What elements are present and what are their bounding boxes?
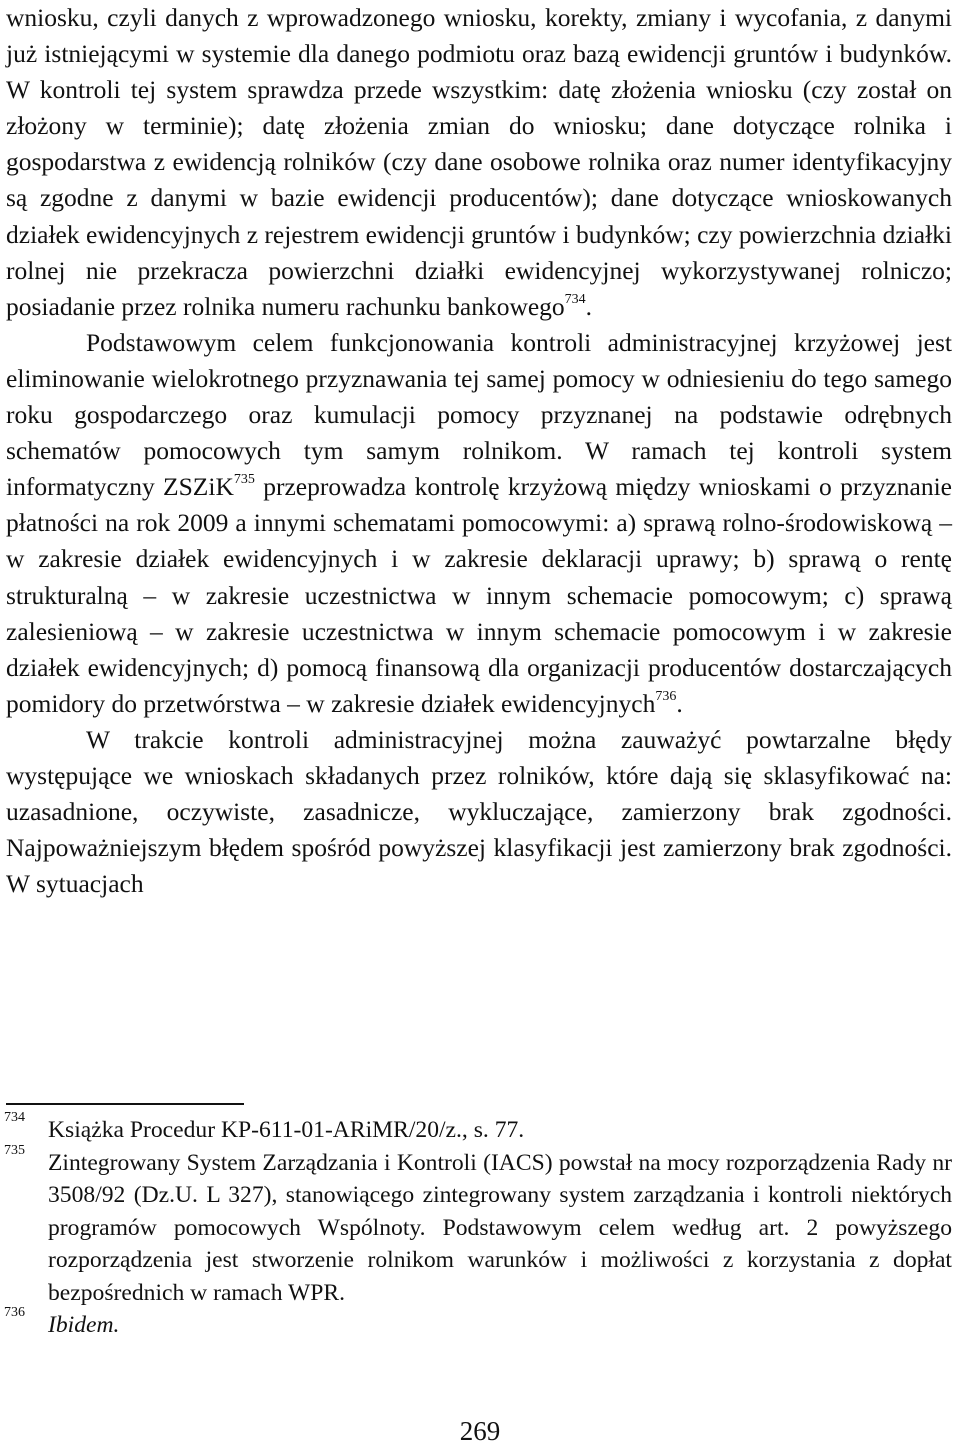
page-number: 269 <box>459 1416 501 1446</box>
footnote-736 <box>0 1305 952 1342</box>
page-body <box>6 0 952 902</box>
paragraph-2-text-b: przeprowadza kontrolę krzyżową między wnioskami o przyznanie płatności na rok 2009 a innymi schematami pomocowymi: a) sprawą rolno-środowiskową – w zakresie działek ewidencyjnych i w zakresie deklaracji uprawy; b) sprawą o rentę strukturalną – w zakresie uczestnictwa w innym schemacie pomocowym; c) sprawą zalesieniową – w zakresie uczestnictwa w innym schemacie pomocowym i w zakresie działek ewidencyjnych; d) pomocą finansową dla organizacji producentów dostarczających pomidory do przetwórstwa – w zakresie działek ewidencyjnych <box>6 472 952 718</box>
footnote-separator <box>6 1103 244 1105</box>
paragraph-1-text: wniosku, czyli danych z wprowadzonego wniosku, korekty, zmiany i wycofania, z danymi już istniejącymi w systemie dla danego podmiotu oraz bazą ewidencji gruntów i budynków. W kontroli tej system sprawdza przede wszystkim: datę złożenia wniosku (czy został on złożony w terminie); datę złożenia zmian do wniosku; dane dotyczące rolnika i gospodarstwa z ewidencją rolników (czy dane osobowe rolnika oraz numer identyfikacyjny są zgodne z danymi w bazie ewidencji producentów); dane dotyczące wnioskowanych działek ewidencyjnych z rejestrem ewidencji gruntów i budynków; czy powierzchnia działki rolnej nie przekracza powierzchni działki ewidencyjnej wykorzystywanej rolniczo; posiadanie przez rolnika numeru rachunku bankowego <box>6 3 952 321</box>
paragraph-2-tail: . <box>676 688 683 718</box>
footnote-735 <box>0 1142 952 1310</box>
paragraph-2-text-a: Podstawowym celem funkcjonowania kontroli administracyjnej krzyżowej jest eliminowanie wielokrotnego przyznawania tej samej pomocy w odniesieniu do tego samego roku gospodarczego oraz kumulacji pomocy przyznanej na podstawie odrębnych schematów pomocowych tym samym rolnikom. W ramach tej kontroli system informatyczny ZSZiK <box>6 327 952 502</box>
footnote-text: Zintegrowany System Zarządzania i Kontroli (IACS) powstał na mocy rozporządzenia Rady nr 3508/92 (Dz.U. L 327), stanowiącego zintegrowany system zarządzania i kontroli niektórych programów pomocowych Wspólnoty. Podstawowym celem według art. 2 powyższego rozporządzenia jest stworzenie rolnikom warunków i możliwości z korzystania z dopłat bezpośrednich w ramach WPR. <box>48 1149 952 1306</box>
footnote-text: Ibidem. <box>48 1312 120 1338</box>
paragraph-2 <box>6 325 952 722</box>
paragraph-1 <box>6 0 952 325</box>
footnotes <box>0 1110 952 1342</box>
footnote-number: 736 <box>4 1305 25 1320</box>
footnote-number: 734 <box>4 1110 25 1125</box>
paragraph-3 <box>6 722 952 902</box>
footnote-text: Książka Procedur KP-611-01-ARiMR/20/z., s. 77. <box>48 1117 525 1143</box>
main-text <box>6 0 952 902</box>
footnote-ref-735: 735 <box>233 472 255 488</box>
footnote-734 <box>0 1110 952 1147</box>
paragraph-3-text: W trakcie kontroli administracyjnej można zauważyć powtarzalne błędy występujące we wnioskach składanych przez rolników, które dają się sklasyfikować na: uzasadnione, oczywiste, zasadnicze, wykluczające, zamierzony brak zgodności. Najpoważniejszym błędem spośród powyższej klasyfikacji jest zamierzony brak zgodności. W sytuacjach <box>6 724 952 899</box>
footnote-number: 735 <box>4 1142 25 1158</box>
footnote-ref-734: 734 <box>564 291 586 307</box>
footnote-ref-736: 736 <box>655 688 677 704</box>
paragraph-1-tail: . <box>585 291 593 321</box>
